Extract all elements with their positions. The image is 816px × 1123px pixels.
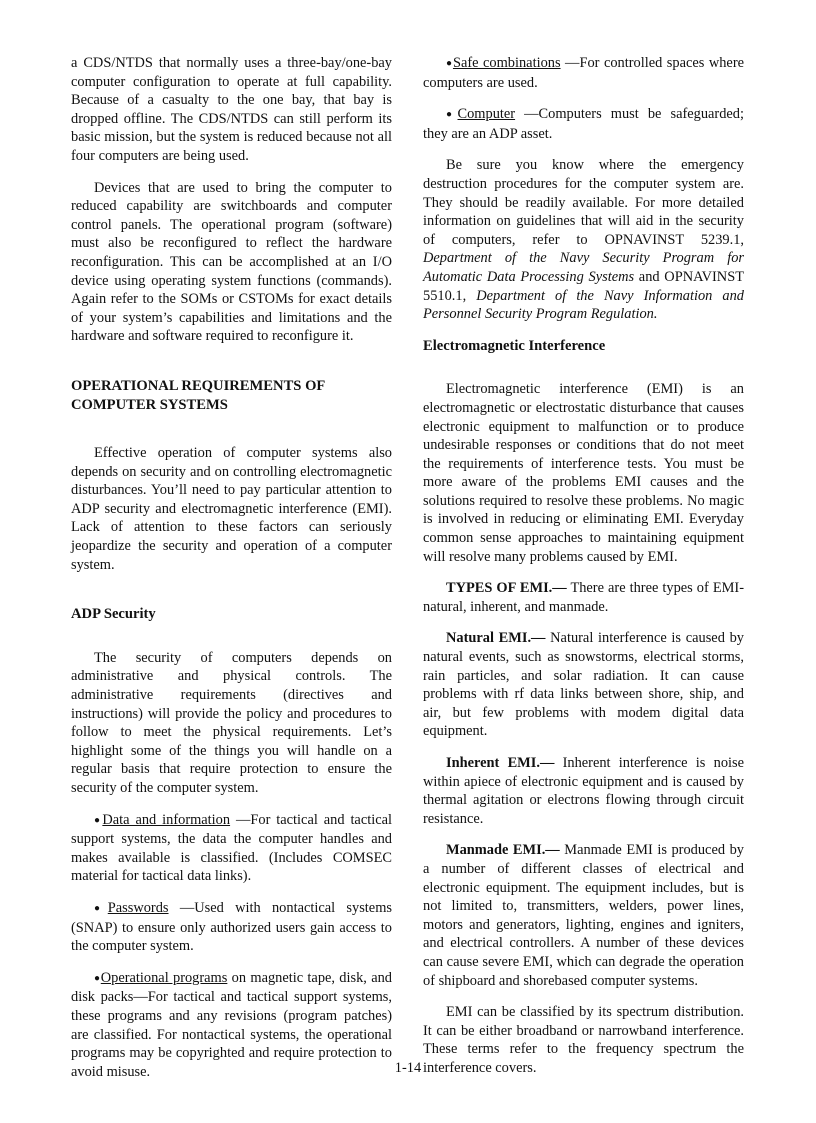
text-run: Be sure you know where the emergency destruction procedures for the computer system are. They should be readily available. For more detailed information on guidelines that will aid in the security of computers, refer to OPNAVINST 5239.1, (423, 157, 744, 248)
run-in-heading: Natural EMI.— (446, 630, 546, 647)
heading-adp-security: ADP Security (71, 606, 156, 623)
text-run: and OPNAVINST 5510.1, (423, 268, 744, 304)
left-column (71, 54, 392, 1094)
bullet-icon: ● (94, 814, 103, 826)
paragraph-cds-ntds-reduced: a CDS/NTDS that normally uses a three-bay/one-bay computer configuration to operate at full capability. Because of a casualty to the one bay, that bay is dropped offline. The CDS/NTDS can still perform its basic mission, but the system is reduced because not all four computers are being used. (71, 55, 392, 164)
bullet-text: —For controlled spaces where computers are used. (423, 55, 744, 91)
bullet-term: Passwords (107, 899, 169, 916)
paragraph-manmade-emi (423, 841, 744, 990)
paragraph-emergency-destruction (423, 156, 744, 323)
text-run: Manmade EMI is produced by a number of different classes of electrical and electronic equipment. The equipment includes, but is not limited to, transmitters, welders, power lines, motors and generators, lighting, engines and igniters, and electrical controllers. A number of these devices can cause severe EMI, which can degrade the operation of shipboard and shorebased computer systems. (423, 842, 744, 989)
paragraph-types-of-emi (423, 579, 744, 616)
paragraph-natural-emi (423, 629, 744, 741)
bullet-text: —For tactical and tactical support systems, the data the computer handles and makes available is classified. (Includes COMSEC material for tactical data links). (71, 811, 392, 885)
heading-operational-requirements (71, 377, 392, 414)
run-in-heading: Manmade EMI.— (446, 842, 560, 859)
bullet-term: Operational programs (100, 969, 228, 986)
text-run: Natural interference is caused by natural events, such as snowstorms, electrical storms, rain particles, and solar radiation. It can cause problems with rf data links between shore, ship, and air, but few problems with modem digital data equipment. (423, 630, 744, 740)
bullet-safe-combinations (423, 54, 744, 92)
right-column (423, 54, 744, 1091)
run-in-heading: Inherent EMI.— (446, 755, 555, 771)
paragraph-inherent-emi (423, 754, 744, 828)
bullet-term: Computer (457, 106, 516, 123)
bullet-icon: ● (446, 58, 453, 69)
bullet-term: Safe combinations (452, 55, 561, 71)
bullet-icon: ● (94, 972, 101, 984)
paragraph-emi-definition: Electromagnetic interference (EMI) is an electromagnetic or electrostatic disturbance that causes electronic equipment to malfunction or to produce undesirable responses or conditions that do not meet the requirements of interference tests. You must be more aware of the problems EMI causes and the solutions required to resolve these problems. No magic is involved in reducing or eliminating EMI. Everyday common sense approaches to maintaining equipment will resolve many problems caused by EMI. (423, 381, 744, 565)
reference-title-adp-security: Department of the Navy Security Program for Automatic Data Processing Systems (423, 250, 744, 285)
bullet-computer (423, 105, 744, 143)
bullet-data-and-information (71, 811, 392, 886)
bullet-term: Data and information (102, 811, 231, 828)
text-run: Inherent interference is noise within apiece of electronic equipment and is caused by thermal agitation or electrons flowing through circuit resistance. (423, 755, 745, 827)
bullet-text: on magnetic tape, disk, and disk packs—For tactical and tactical support systems, these programs and any revisions (program patches) are classified. For nontactical systems, the operational programs may be copyrighted and require protection to avoid misuse. (71, 969, 392, 1080)
heading-operational-requirements-line1: OPERATIONAL REQUIREMENTS OF (71, 377, 326, 394)
paragraph-effective-operation: Effective operation of computer systems also depends on security and on controlling electromagnetic disturbances. You’ll need to pay particular attention to ADP security and electromagnetic interference (EMI). Lack of attention to these factors can seriously jeopardize the security and operation of a computer system. (71, 445, 392, 573)
paragraph-emi-spectrum: EMI can be classified by its spectrum distribution. It can be either broadband or narrowband interference. These terms refer to the frequency spectrum the interference covers. (423, 1004, 744, 1076)
paragraph-reconfiguration-devices: Devices that are used to bring the computer to reduced capability are switchboards and computer control panels. The operational program (software) must also be reconfigured to reflect the hardware reconfiguration. This can be accomplished at an I/O device using operating system functions (commands). Again refer to the SOMs or CSTOMs for exact details of your system’s capabilities and limitations and the hardware and software required to reconfigure it. (71, 179, 392, 345)
page-number: 1-14 (394, 1060, 422, 1076)
heading-operational-requirements-line2: COMPUTER SYSTEMS (71, 396, 228, 413)
heading-electromagnetic-interference: Electromagnetic Interference (423, 337, 606, 354)
bullet-icon: ● (94, 902, 108, 914)
text-run: There are three types of EMI-natural, inherent, and manmade. (423, 580, 744, 615)
reference-title-personnel-security: Department of the Navy Information and Personnel Security Program Regulation. (423, 287, 744, 323)
bullet-passwords (71, 899, 392, 956)
bullet-text: —Used with nontactical systems (SNAP) to ensure only authorized users gain access to the computer system. (71, 899, 392, 955)
bullet-text: —Computers must be safeguarded; they are an ADP asset. (423, 106, 744, 142)
bullet-icon: ● (446, 109, 458, 121)
run-in-heading: TYPES OF EMI.— (446, 580, 567, 597)
paragraph-security-controls: The security of computers depends on administrative and physical controls. The administrative requirements (directives and instructions) will provide the policy and procedures to follow to meet the physical requirements. Let’s highlight some of the things you will handle on a regular basis that require protection to ensure the security of the computer system. (71, 649, 392, 796)
